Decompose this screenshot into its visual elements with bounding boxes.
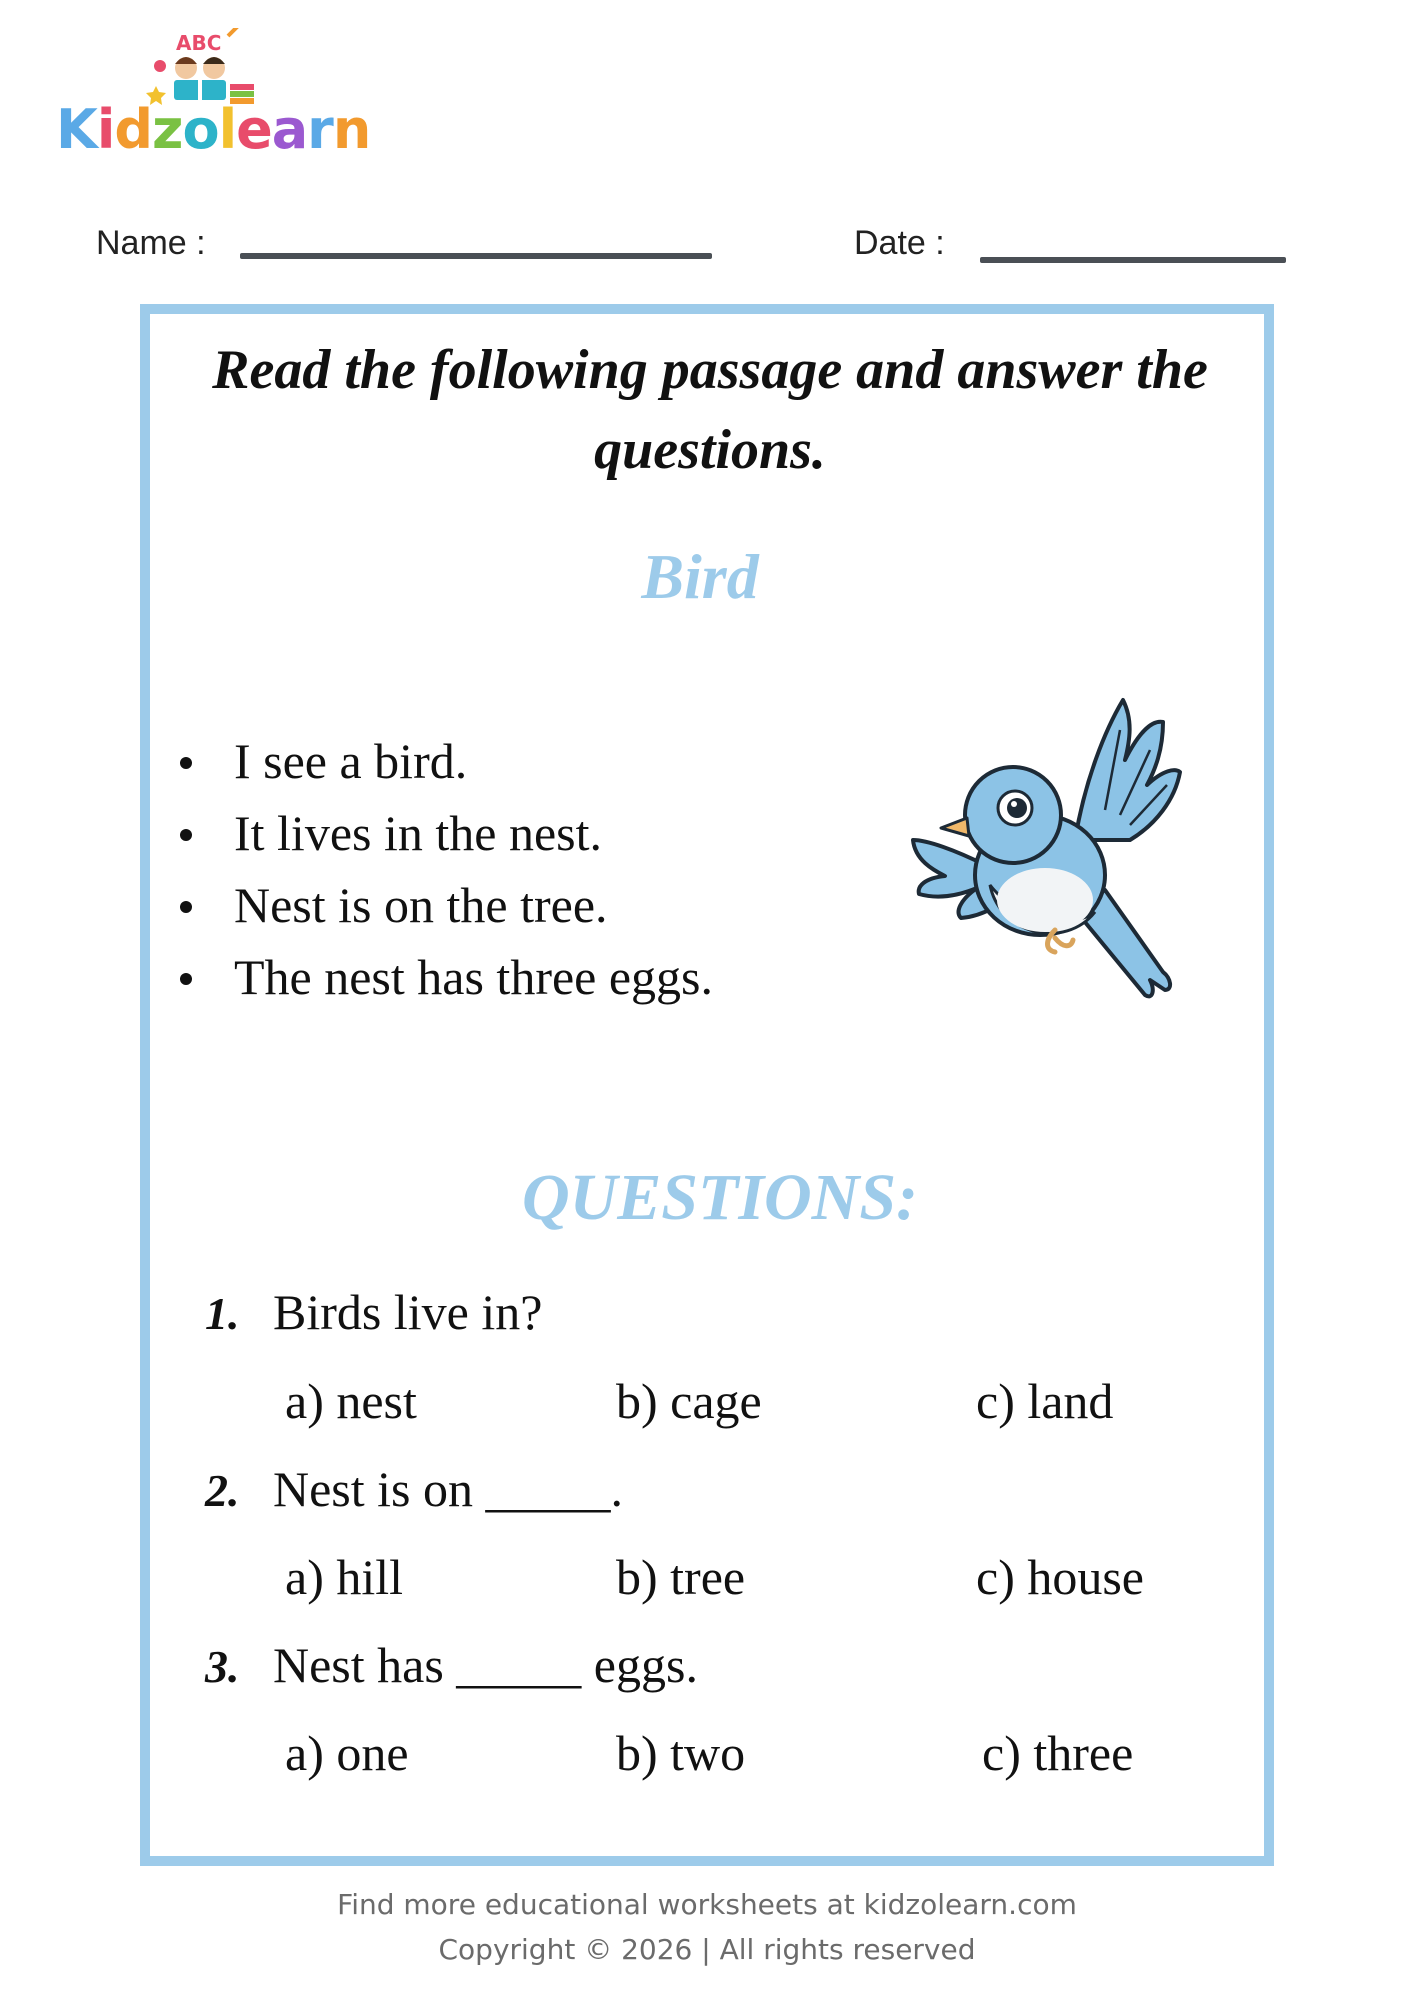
question-1-option-a[interactable]: a) nest — [285, 1373, 417, 1429]
question-text: Nest is on _____. — [273, 1461, 623, 1517]
wordmark-letter: a — [271, 98, 308, 161]
wordmark-letter: l — [218, 98, 237, 161]
passage-item — [170, 869, 713, 941]
bullet-icon — [180, 901, 192, 913]
instruction-heading — [180, 330, 1240, 490]
questions-heading: QUESTIONS: — [521, 1161, 919, 1234]
question-1 — [205, 1283, 542, 1341]
question-number: 2. — [205, 1465, 240, 1516]
footer-copyright-line: Copyright © 2026 | All rights reserved — [438, 1933, 976, 1966]
question-text: Nest has _____ eggs. — [273, 1637, 698, 1693]
question-3-option-c[interactable]: c) three — [982, 1725, 1134, 1781]
wordmark-letter: z — [152, 98, 183, 161]
logo-badge: ABC — [176, 31, 222, 55]
kidzolearn-wordmark — [56, 98, 370, 161]
wordmark-letter: d — [114, 98, 153, 161]
question-3-option-a[interactable]: a) one — [285, 1725, 409, 1781]
question-text: Birds live in? — [273, 1284, 543, 1340]
name-label: Name : — [96, 224, 206, 262]
worksheet-border — [140, 304, 1274, 1866]
bullet-icon — [180, 973, 192, 985]
bullet-icon — [180, 757, 192, 769]
question-2 — [205, 1460, 623, 1518]
wordmark-letter: n — [332, 98, 371, 161]
footer-website-line: Find more educational worksheets at kidzolearn.com — [337, 1888, 1077, 1921]
kids-reading-icon — [146, 28, 256, 108]
wordmark-letter: r — [307, 98, 333, 161]
wordmark-letter: K — [56, 98, 97, 161]
instruction-line-2: questions. — [594, 419, 826, 481]
bluebird-illustration-icon — [905, 690, 1205, 1010]
date-field[interactable] — [980, 257, 1286, 263]
wordmark-letter: i — [96, 98, 115, 161]
passage-item — [170, 797, 713, 869]
wordmark-letter: o — [182, 98, 219, 161]
question-number: 1. — [205, 1288, 240, 1339]
passage-item-text: I see a bird. — [234, 733, 468, 789]
question-1-option-b[interactable]: b) cage — [616, 1373, 762, 1429]
passage-list — [170, 725, 713, 1013]
passage-item-text: The nest has three eggs. — [234, 949, 714, 1005]
passage-item — [170, 941, 713, 1013]
passage-item — [170, 725, 713, 797]
passage-item-text: It lives in the nest. — [234, 805, 602, 861]
date-label: Date : — [854, 224, 945, 262]
bullet-icon — [180, 829, 192, 841]
question-3 — [205, 1636, 698, 1694]
question-2-option-a[interactable]: a) hill — [285, 1549, 404, 1605]
question-2-option-c[interactable]: c) house — [976, 1549, 1144, 1605]
name-field[interactable] — [240, 253, 712, 259]
instruction-line-1: Read the following passage and answer the — [212, 339, 1208, 401]
passage-item-text: Nest is on the tree. — [234, 877, 608, 933]
question-number: 3. — [205, 1641, 240, 1692]
kidzolearn-logo — [56, 28, 371, 161]
wordmark-letter: e — [236, 98, 272, 161]
passage-title: Bird — [641, 541, 759, 612]
question-3-option-b[interactable]: b) two — [616, 1725, 746, 1781]
question-2-option-b[interactable]: b) tree — [616, 1549, 746, 1605]
question-1-option-c[interactable]: c) land — [976, 1373, 1114, 1429]
